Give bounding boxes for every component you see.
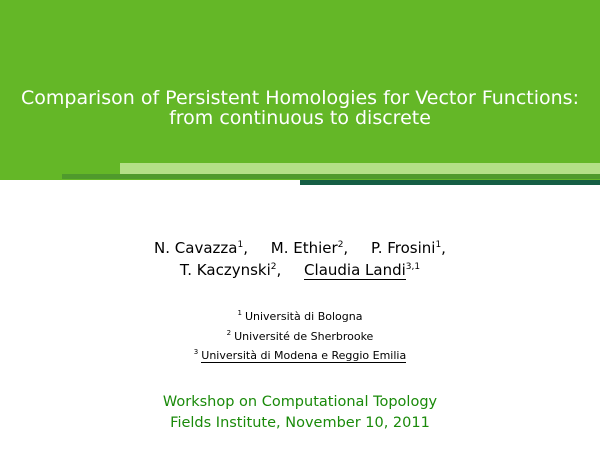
presentation-title — [0, 88, 600, 128]
title-line-1: Comparison of Persistent Homologies for Vector Functions: — [21, 87, 579, 109]
author-affiliation-mark: 2 — [337, 240, 344, 250]
author-affiliation-mark: 3,1 — [405, 262, 421, 272]
author-name: P. Frosini — [370, 239, 436, 257]
workshop-name: Workshop on Computational Topology — [162, 394, 438, 410]
title-banner — [0, 0, 600, 180]
affiliation-item — [0, 327, 600, 347]
affiliation-name: Università di Bologna — [244, 310, 363, 323]
venue-place-date: Fields Institute, November 10, 2011 — [170, 415, 430, 431]
affiliation-name: Université de Sherbrooke — [234, 329, 374, 343]
affiliation-list — [0, 307, 600, 366]
author-affiliation-mark: 2 — [270, 262, 277, 272]
author-line-2: T. Kaczynski$^2$, Claudia Landi$^{3,1}$ — [179, 261, 421, 279]
decorative-bar-mid — [62, 174, 600, 179]
author-name: M. Ethier — [270, 239, 338, 257]
affiliation-item — [0, 346, 600, 366]
venue-info — [0, 392, 600, 434]
decorative-bar-dark — [300, 180, 600, 185]
author-affiliation-mark: 1 — [237, 240, 244, 250]
author-list — [0, 237, 600, 281]
author-name: N. Cavazza — [154, 239, 238, 257]
affiliation-number: 3 — [193, 348, 199, 356]
author-name: T. Kaczynski — [179, 261, 271, 279]
presenting-author-name: Claudia Landi — [304, 261, 406, 279]
author-line-1: N. Cavazza$^1$, M. Ethier$^2$, P. Frosini$^1$, — [154, 239, 446, 257]
affiliation-name: Università di Modena e Reggio Emilia — [201, 349, 407, 362]
affiliation-number: 1 — [237, 309, 242, 317]
decorative-bar-light — [120, 163, 600, 174]
title-line-2: from continuous to discrete — [169, 107, 431, 129]
affiliation-item — [0, 307, 600, 327]
author-affiliation-mark: 1 — [435, 240, 442, 250]
affiliation-number: 2 — [226, 328, 232, 337]
